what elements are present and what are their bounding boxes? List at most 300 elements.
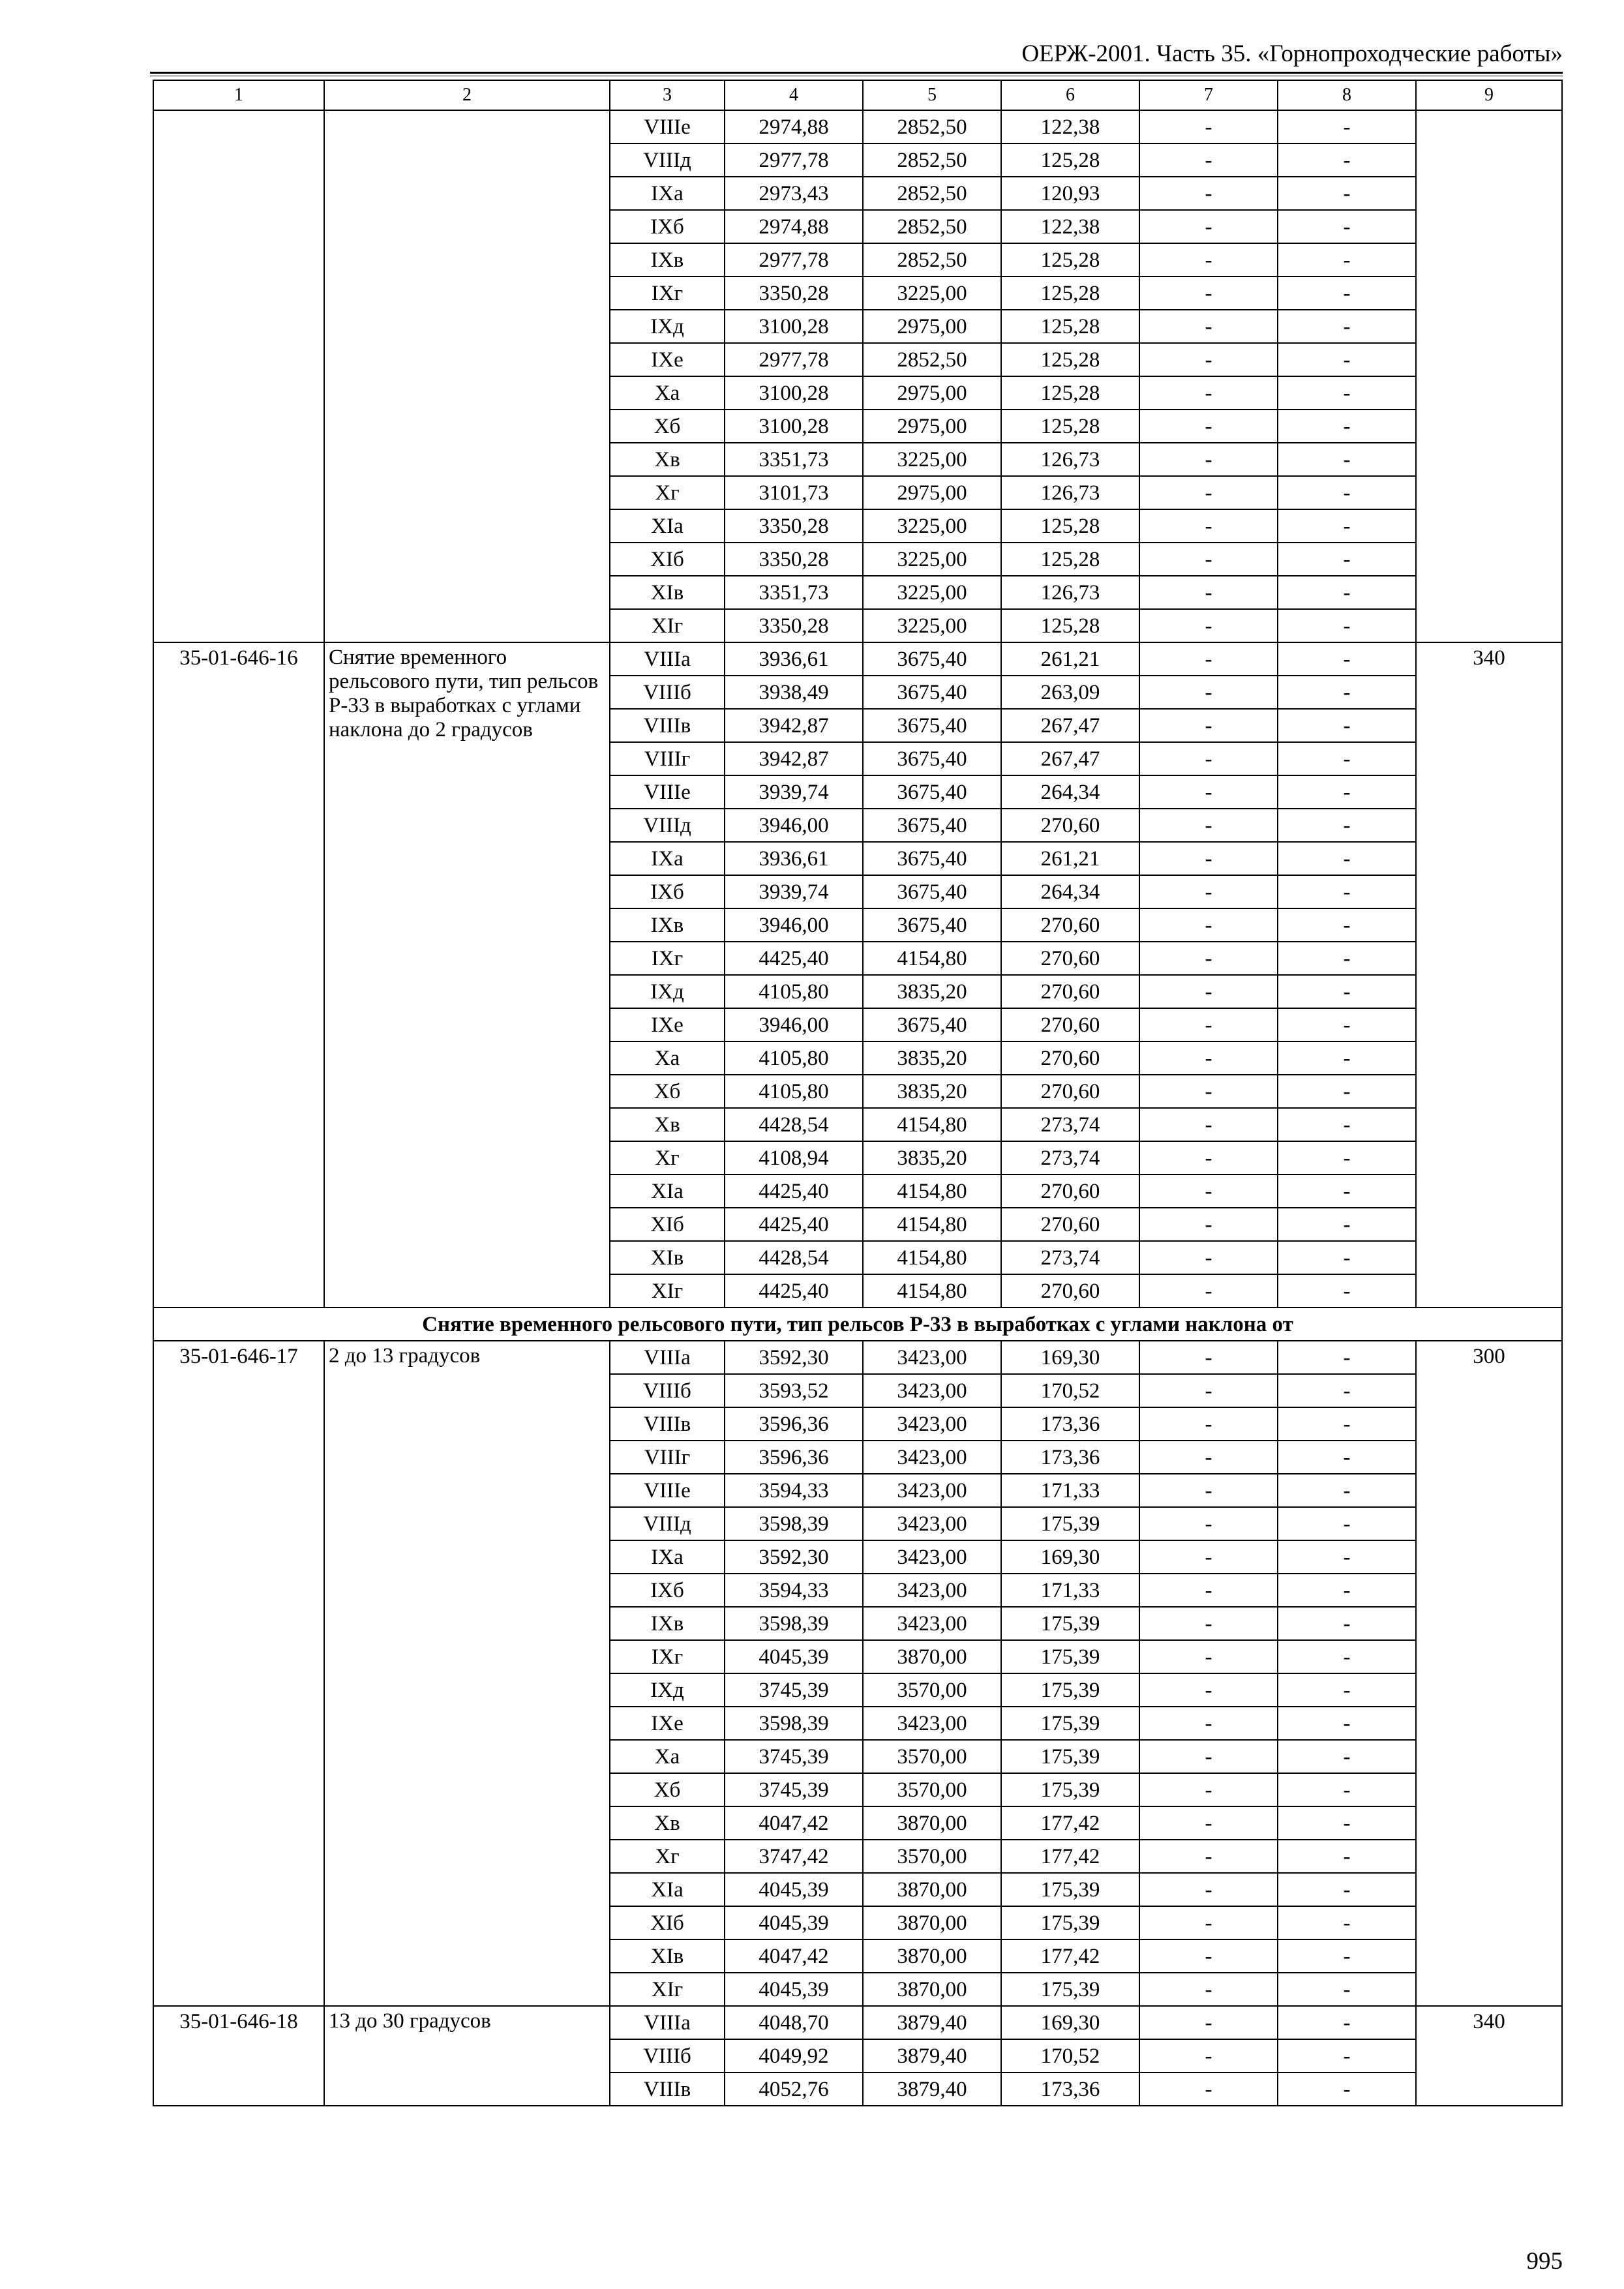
resource-class: XIв [610,1241,725,1274]
other-cost: - [1278,1540,1416,1574]
materials-cost: 2852,50 [863,243,1001,277]
norm-unit-value: 300 [1416,1341,1562,2006]
machines-cost: - [1139,775,1278,809]
other-cost: - [1278,1806,1416,1840]
machines-cost: - [1139,343,1278,376]
total-cost: 3598,39 [725,1607,863,1640]
wages-cost: 175,39 [1001,1707,1139,1740]
resource-class: IXг [610,1640,725,1673]
machines-cost: - [1139,410,1278,443]
column-number-row [153,80,1562,110]
machines-cost: - [1139,1607,1278,1640]
materials-cost: 3225,00 [863,609,1001,642]
other-cost: - [1278,277,1416,310]
total-cost: 3939,74 [725,775,863,809]
total-cost: 3942,87 [725,742,863,775]
wages-cost: 170,52 [1001,2039,1139,2072]
other-cost: - [1278,709,1416,742]
materials-cost: 3835,20 [863,1141,1001,1174]
materials-cost: 4154,80 [863,1241,1001,1274]
wages-cost: 125,28 [1001,277,1139,310]
table-row [153,642,1562,676]
wages-cost: 173,36 [1001,2072,1139,2106]
resource-class: VIIIе [610,775,725,809]
total-cost: 3939,74 [725,875,863,908]
total-cost: 4105,80 [725,975,863,1008]
other-cost: - [1278,177,1416,210]
machines-cost: - [1139,1008,1278,1041]
machines-cost: - [1139,842,1278,875]
machines-cost: - [1139,1041,1278,1075]
machines-cost: - [1139,1108,1278,1141]
wages-cost: 169,30 [1001,1341,1139,1374]
resource-class: IXг [610,942,725,975]
machines-cost: - [1139,875,1278,908]
materials-cost: 3225,00 [863,277,1001,310]
other-cost: - [1278,1407,1416,1441]
wages-cost: 175,39 [1001,1640,1139,1673]
wages-cost: 273,74 [1001,1141,1139,1174]
resource-class: Xб [610,1773,725,1806]
wages-cost: 125,28 [1001,243,1139,277]
machines-cost: - [1139,310,1278,343]
total-cost: 4045,39 [725,1640,863,1673]
other-cost: - [1278,1973,1416,2006]
materials-cost: 3225,00 [863,576,1001,609]
wages-cost: 175,39 [1001,1607,1139,1640]
other-cost: - [1278,1906,1416,1939]
resource-class: IXб [610,210,725,243]
materials-cost: 3423,00 [863,1341,1001,1374]
materials-cost: 3423,00 [863,1441,1001,1474]
wages-cost: 126,73 [1001,576,1139,609]
machines-cost: - [1139,1740,1278,1773]
total-cost: 3100,28 [725,310,863,343]
norm-code: 35-01-646-16 [153,642,324,1308]
other-cost: - [1278,543,1416,576]
wages-cost: 270,60 [1001,942,1139,975]
wages-cost: 177,42 [1001,1840,1139,1873]
header-rule-thick [150,72,1563,74]
other-cost: - [1278,476,1416,509]
materials-cost: 2852,50 [863,177,1001,210]
wages-cost: 264,34 [1001,875,1139,908]
other-cost: - [1278,609,1416,642]
wages-cost: 175,39 [1001,1740,1139,1773]
materials-cost: 3675,40 [863,709,1001,742]
machines-cost: - [1139,975,1278,1008]
materials-cost: 3879,40 [863,2072,1001,2106]
total-cost: 3351,73 [725,576,863,609]
machines-cost: - [1139,676,1278,709]
total-cost: 3596,36 [725,1407,863,1441]
resource-class: Xв [610,1108,725,1141]
machines-cost: - [1139,1873,1278,1906]
wages-cost: 125,28 [1001,609,1139,642]
norm-unit-value [1416,110,1562,642]
materials-cost: 3225,00 [863,509,1001,543]
materials-cost: 3870,00 [863,1973,1001,2006]
machines-cost: - [1139,709,1278,742]
other-cost: - [1278,975,1416,1008]
total-cost: 3938,49 [725,676,863,709]
materials-cost: 2975,00 [863,476,1001,509]
materials-cost: 3675,40 [863,676,1001,709]
materials-cost: 4154,80 [863,942,1001,975]
wages-cost: 175,39 [1001,1873,1139,1906]
machines-cost: - [1139,576,1278,609]
materials-cost: 3675,40 [863,908,1001,942]
total-cost: 4048,70 [725,2006,863,2039]
total-cost: 4105,80 [725,1041,863,1075]
machines-cost: - [1139,2072,1278,2106]
total-cost: 4049,92 [725,2039,863,2072]
section-heading-row [153,1308,1562,1341]
wages-cost: 175,39 [1001,1673,1139,1707]
other-cost: - [1278,942,1416,975]
materials-cost: 3870,00 [863,1906,1001,1939]
total-cost: 4425,40 [725,1174,863,1208]
resource-class: VIIIа [610,1341,725,1374]
resource-class: XIб [610,1208,725,1241]
machines-cost: - [1139,1939,1278,1973]
column-number: 5 [863,80,1001,110]
wages-cost: 177,42 [1001,1806,1139,1840]
other-cost: - [1278,110,1416,143]
materials-cost: 2975,00 [863,410,1001,443]
other-cost: - [1278,1441,1416,1474]
wages-cost: 261,21 [1001,642,1139,676]
wages-cost: 270,60 [1001,908,1139,942]
column-number: 9 [1416,80,1562,110]
materials-cost: 3835,20 [863,1075,1001,1108]
total-cost: 3942,87 [725,709,863,742]
total-cost: 2977,78 [725,143,863,177]
resource-class: VIIIв [610,2072,725,2106]
resource-class: VIIIг [610,1441,725,1474]
total-cost: 4052,76 [725,2072,863,2106]
wages-cost: 173,36 [1001,1407,1139,1441]
wages-cost: 177,42 [1001,1939,1139,1973]
materials-cost: 3225,00 [863,443,1001,476]
total-cost: 3350,28 [725,543,863,576]
resource-class: XIб [610,1906,725,1939]
total-cost: 3351,73 [725,443,863,476]
section-heading: Снятие временного рельсового пути, тип рельсов Р-33 в выработках с углами наклона от [153,1308,1562,1341]
wages-cost: 273,74 [1001,1108,1139,1141]
other-cost: - [1278,1939,1416,1973]
machines-cost: - [1139,243,1278,277]
machines-cost: - [1139,1241,1278,1274]
machines-cost: - [1139,1574,1278,1607]
resource-class: IXг [610,277,725,310]
other-cost: - [1278,875,1416,908]
norm-unit-value: 340 [1416,2006,1562,2106]
other-cost: - [1278,2039,1416,2072]
total-cost: 3100,28 [725,410,863,443]
resource-class: XIг [610,1274,725,1308]
total-cost: 3745,39 [725,1773,863,1806]
wages-cost: 171,33 [1001,1574,1139,1607]
machines-cost: - [1139,1441,1278,1474]
machines-cost: - [1139,1407,1278,1441]
materials-cost: 3835,20 [863,975,1001,1008]
column-number: 2 [324,80,610,110]
page-header-title: ОЕРЖ-2001. Часть 35. «Горнопроходческие работы» [1021,40,1563,67]
materials-cost: 2852,50 [863,343,1001,376]
total-cost: 3594,33 [725,1474,863,1507]
total-cost: 4105,80 [725,1075,863,1108]
wages-cost: 270,60 [1001,809,1139,842]
resource-class: VIIIе [610,1474,725,1507]
total-cost: 3592,30 [725,1341,863,1374]
other-cost: - [1278,443,1416,476]
resource-class: XIа [610,1174,725,1208]
total-cost: 2977,78 [725,343,863,376]
machines-cost: - [1139,1174,1278,1208]
other-cost: - [1278,1241,1416,1274]
materials-cost: 4154,80 [863,1274,1001,1308]
materials-cost: 3879,40 [863,2006,1001,2039]
machines-cost: - [1139,2006,1278,2039]
norm-code [153,110,324,642]
column-number: 1 [153,80,324,110]
total-cost: 3745,39 [725,1673,863,1707]
other-cost: - [1278,1873,1416,1906]
resource-class: Xв [610,443,725,476]
materials-cost: 4154,80 [863,1174,1001,1208]
machines-cost: - [1139,609,1278,642]
wages-cost: 175,39 [1001,1507,1139,1540]
total-cost: 2977,78 [725,243,863,277]
other-cost: - [1278,1141,1416,1174]
machines-cost: - [1139,908,1278,942]
resource-class: IXв [610,1607,725,1640]
other-cost: - [1278,676,1416,709]
wages-cost: 270,60 [1001,1208,1139,1241]
machines-cost: - [1139,1507,1278,1540]
other-cost: - [1278,310,1416,343]
other-cost: - [1278,1507,1416,1540]
norm-code: 35-01-646-18 [153,2006,324,2106]
resource-class: IXе [610,343,725,376]
wages-cost: 126,73 [1001,476,1139,509]
materials-cost: 3570,00 [863,1773,1001,1806]
table-row [153,110,1562,143]
resource-class: VIIIг [610,742,725,775]
column-number: 8 [1278,80,1416,110]
materials-cost: 2975,00 [863,376,1001,410]
machines-cost: - [1139,1208,1278,1241]
materials-cost: 3423,00 [863,1407,1001,1441]
wages-cost: 175,39 [1001,1973,1139,2006]
machines-cost: - [1139,110,1278,143]
wages-cost: 125,28 [1001,310,1139,343]
wages-cost: 125,28 [1001,509,1139,543]
page-number: 995 [1526,2248,1563,2275]
resource-class: VIIIб [610,1374,725,1407]
machines-cost: - [1139,277,1278,310]
other-cost: - [1278,210,1416,243]
other-cost: - [1278,1374,1416,1407]
other-cost: - [1278,2006,1416,2039]
materials-cost: 2852,50 [863,210,1001,243]
other-cost: - [1278,1041,1416,1075]
total-cost: 3936,61 [725,842,863,875]
norm-unit-value: 340 [1416,642,1562,1308]
total-cost: 3100,28 [725,376,863,410]
total-cost: 3350,28 [725,277,863,310]
resource-class: XIв [610,1939,725,1973]
other-cost: - [1278,842,1416,875]
materials-cost: 3879,40 [863,2039,1001,2072]
machines-cost: - [1139,543,1278,576]
materials-cost: 3675,40 [863,742,1001,775]
resource-class: Xб [610,1075,725,1108]
resource-class: IXв [610,243,725,277]
total-cost: 3350,28 [725,609,863,642]
other-cost: - [1278,908,1416,942]
machines-cost: - [1139,2039,1278,2072]
materials-cost: 3570,00 [863,1740,1001,1773]
materials-cost: 3675,40 [863,842,1001,875]
resource-class: Xб [610,410,725,443]
wages-cost: 120,93 [1001,177,1139,210]
other-cost: - [1278,509,1416,543]
materials-cost: 3225,00 [863,543,1001,576]
total-cost: 2974,88 [725,110,863,143]
other-cost: - [1278,1840,1416,1873]
other-cost: - [1278,243,1416,277]
materials-cost: 3423,00 [863,1540,1001,1574]
other-cost: - [1278,1174,1416,1208]
wages-cost: 270,60 [1001,1008,1139,1041]
wages-cost: 169,30 [1001,1540,1139,1574]
total-cost: 2974,88 [725,210,863,243]
materials-cost: 2852,50 [863,143,1001,177]
total-cost: 3946,00 [725,908,863,942]
wages-cost: 122,38 [1001,210,1139,243]
norms-table [153,80,1563,2106]
materials-cost: 3570,00 [863,1673,1001,1707]
materials-cost: 3870,00 [863,1873,1001,1906]
resource-class: IXб [610,875,725,908]
resource-class: IXа [610,1540,725,1574]
other-cost: - [1278,1341,1416,1374]
resource-class: XIг [610,609,725,642]
other-cost: - [1278,775,1416,809]
total-cost: 3747,42 [725,1840,863,1873]
machines-cost: - [1139,1341,1278,1374]
total-cost: 4428,54 [725,1108,863,1141]
resource-class: IXе [610,1707,725,1740]
norms-table-body [153,80,1562,2106]
resource-class: XIб [610,543,725,576]
wages-cost: 270,60 [1001,1274,1139,1308]
machines-cost: - [1139,1374,1278,1407]
other-cost: - [1278,1274,1416,1308]
materials-cost: 3423,00 [863,1707,1001,1740]
resource-class: IXв [610,908,725,942]
resource-class: Xг [610,1840,725,1873]
norm-description: 13 до 30 градусов [324,2006,610,2106]
materials-cost: 3423,00 [863,1507,1001,1540]
wages-cost: 267,47 [1001,742,1139,775]
wages-cost: 122,38 [1001,110,1139,143]
machines-cost: - [1139,143,1278,177]
resource-class: Xг [610,1141,725,1174]
machines-cost: - [1139,1141,1278,1174]
total-cost: 3350,28 [725,509,863,543]
resource-class: VIIIа [610,642,725,676]
wages-cost: 270,60 [1001,1041,1139,1075]
materials-cost: 4154,80 [863,1208,1001,1241]
total-cost: 4425,40 [725,1274,863,1308]
machines-cost: - [1139,809,1278,842]
total-cost: 4108,94 [725,1141,863,1174]
resource-class: IXд [610,310,725,343]
other-cost: - [1278,809,1416,842]
materials-cost: 2975,00 [863,310,1001,343]
machines-cost: - [1139,1640,1278,1673]
total-cost: 3598,39 [725,1507,863,1540]
total-cost: 4425,40 [725,1208,863,1241]
total-cost: 2973,43 [725,177,863,210]
resource-class: IXд [610,1673,725,1707]
machines-cost: - [1139,942,1278,975]
wages-cost: 173,36 [1001,1441,1139,1474]
other-cost: - [1278,376,1416,410]
other-cost: - [1278,1208,1416,1241]
wages-cost: 263,09 [1001,676,1139,709]
resource-class: VIIIд [610,809,725,842]
materials-cost: 4154,80 [863,1108,1001,1141]
column-number: 4 [725,80,863,110]
machines-cost: - [1139,1773,1278,1806]
wages-cost: 175,39 [1001,1906,1139,1939]
materials-cost: 3675,40 [863,775,1001,809]
materials-cost: 3423,00 [863,1374,1001,1407]
machines-cost: - [1139,376,1278,410]
table-row [153,1341,1562,1374]
wages-cost: 273,74 [1001,1241,1139,1274]
materials-cost: 3835,20 [863,1041,1001,1075]
materials-cost: 3675,40 [863,875,1001,908]
other-cost: - [1278,1773,1416,1806]
machines-cost: - [1139,1274,1278,1308]
resource-class: IXа [610,842,725,875]
other-cost: - [1278,1640,1416,1673]
total-cost: 4047,42 [725,1806,863,1840]
materials-cost: 3675,40 [863,809,1001,842]
other-cost: - [1278,410,1416,443]
total-cost: 4045,39 [725,1906,863,1939]
wages-cost: 170,52 [1001,1374,1139,1407]
materials-cost: 3870,00 [863,1939,1001,1973]
wages-cost: 125,28 [1001,410,1139,443]
other-cost: - [1278,1075,1416,1108]
machines-cost: - [1139,509,1278,543]
resource-class: IXб [610,1574,725,1607]
other-cost: - [1278,143,1416,177]
norm-description: 2 до 13 градусов [324,1341,610,2006]
wages-cost: 267,47 [1001,709,1139,742]
resource-class: IXе [610,1008,725,1041]
machines-cost: - [1139,1840,1278,1873]
table-row [153,2006,1562,2039]
other-cost: - [1278,1740,1416,1773]
other-cost: - [1278,2072,1416,2106]
